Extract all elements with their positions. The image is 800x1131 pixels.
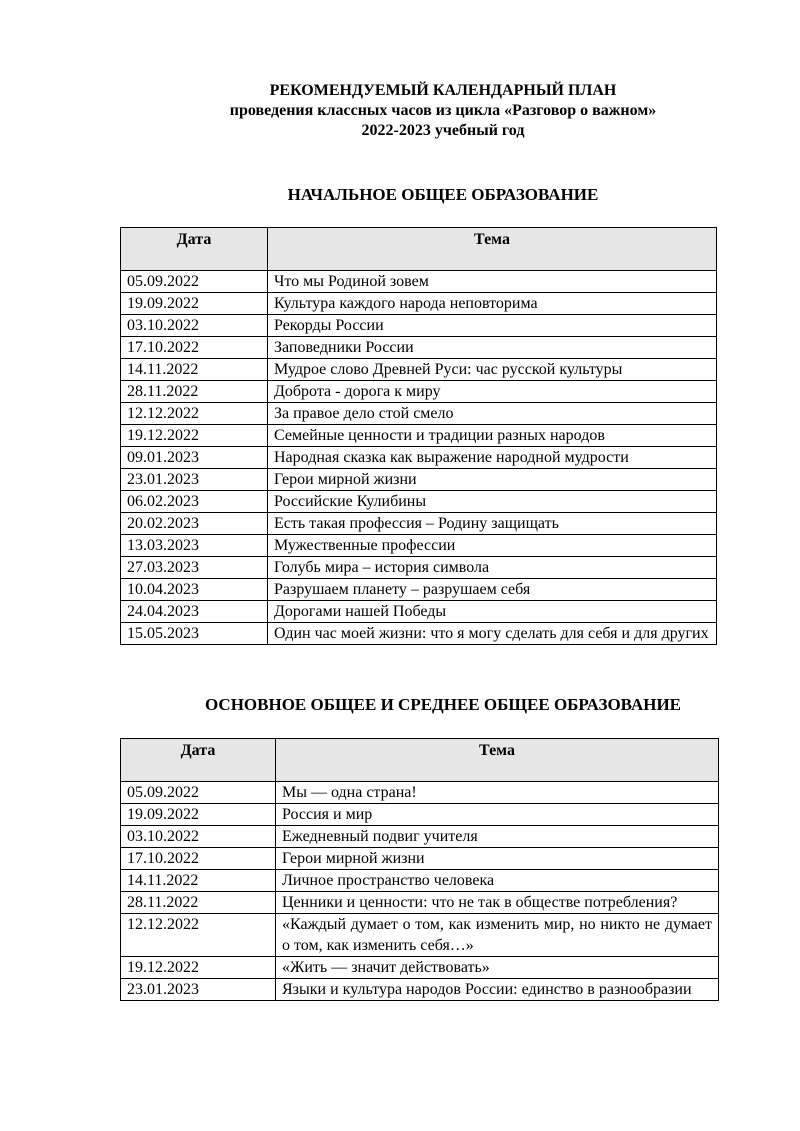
row-date: 13.03.2023 — [121, 535, 268, 557]
column-header-topic: Тема — [268, 228, 717, 271]
row-date: 06.02.2023 — [121, 491, 268, 513]
table-row — [121, 425, 717, 447]
schedule-table-primary — [120, 227, 717, 645]
row-topic: Личное пространство человека — [276, 870, 719, 892]
row-topic: «Каждый думает о том, как изменить мир, но никто не думает о том, как изменить себя…» — [276, 914, 719, 957]
section-title-primary: НАЧАЛЬНОЕ ОБЩЕЕ ОБРАЗОВАНИЕ — [287, 185, 599, 204]
row-date: 05.09.2022 — [121, 782, 276, 804]
row-topic: Заповедники России — [268, 337, 717, 359]
row-topic: Мы — одна страна! — [276, 782, 719, 804]
table-row — [121, 826, 719, 848]
row-date: 03.10.2022 — [121, 826, 276, 848]
row-date: 19.12.2022 — [121, 425, 268, 447]
row-topic: Мужественные профессии — [268, 535, 717, 557]
row-topic: Семейные ценности и традиции разных народов — [268, 425, 717, 447]
row-date: 03.10.2022 — [121, 315, 268, 337]
row-topic: «Жить — значит действовать» — [276, 957, 719, 979]
table-row — [121, 557, 717, 579]
row-topic: Российские Кулибины — [268, 491, 717, 513]
row-date: 27.03.2023 — [121, 557, 268, 579]
table-row — [121, 469, 717, 491]
section-title-secondary: ОСНОВНОЕ ОБЩЕЕ И СРЕДНЕЕ ОБЩЕЕ ОБРАЗОВАНИЕ — [204, 695, 682, 714]
table-row — [121, 337, 717, 359]
row-date: 14.11.2022 — [121, 359, 268, 381]
table-row — [121, 804, 719, 826]
row-date: 10.04.2023 — [121, 579, 268, 601]
row-date: 28.11.2022 — [121, 381, 268, 403]
document-subtitle: проведения классных часов из цикла «Разговор о важном» — [229, 102, 657, 119]
column-header-date: Дата — [121, 228, 268, 271]
row-topic: Народная сказка как выражение народной мудрости — [268, 447, 717, 469]
table-row — [121, 315, 717, 337]
row-topic: Рекорды России — [268, 315, 717, 337]
row-topic: Культура каждого народа неповторима — [268, 293, 717, 315]
table-row — [121, 979, 719, 1001]
row-date: 12.12.2022 — [121, 914, 276, 957]
row-date: 19.09.2022 — [121, 804, 276, 826]
row-topic: Россия и мир — [276, 804, 719, 826]
schedule-table-secondary — [120, 738, 719, 1001]
table-row — [121, 579, 717, 601]
row-topic: Дорогами нашей Победы — [268, 601, 717, 623]
row-date: 12.12.2022 — [121, 403, 268, 425]
table-row — [121, 870, 719, 892]
table-row — [121, 491, 717, 513]
column-header-topic: Тема — [276, 739, 719, 782]
row-topic: Голубь мира – история символа — [268, 557, 717, 579]
row-date: 19.12.2022 — [121, 957, 276, 979]
row-date: 24.04.2023 — [121, 601, 268, 623]
table-row — [121, 623, 717, 645]
row-topic: Герои мирной жизни — [276, 848, 719, 870]
table-header-row — [121, 739, 719, 782]
table-header-row — [121, 228, 717, 271]
row-date: 15.05.2023 — [121, 623, 268, 645]
row-topic: Один час моей жизни: что я могу сделать для себя и для других — [268, 623, 717, 645]
row-date: 14.11.2022 — [121, 870, 276, 892]
row-date: 05.09.2022 — [121, 271, 268, 293]
table-row — [121, 447, 717, 469]
academic-year: 2022-2023 учебный год — [361, 122, 525, 139]
table-row — [121, 892, 719, 914]
table-row — [121, 535, 717, 557]
row-date: 28.11.2022 — [121, 892, 276, 914]
table-row — [121, 957, 719, 979]
row-date: 20.02.2023 — [121, 513, 268, 535]
row-topic: Разрушаем планету – разрушаем себя — [268, 579, 717, 601]
row-topic: Есть такая профессия – Родину защищать — [268, 513, 717, 535]
table-row — [121, 914, 719, 957]
row-topic: Доброта - дорога к миру — [268, 381, 717, 403]
row-date: 17.10.2022 — [121, 848, 276, 870]
row-date: 23.01.2023 — [121, 979, 276, 1001]
table-row — [121, 271, 717, 293]
row-topic: Что мы Родиной зовем — [268, 271, 717, 293]
row-topic: Ежедневный подвиг учителя — [276, 826, 719, 848]
table-row — [121, 403, 717, 425]
row-date: 23.01.2023 — [121, 469, 268, 491]
table-row — [121, 359, 717, 381]
row-topic: Герои мирной жизни — [268, 469, 717, 491]
table-row — [121, 293, 717, 315]
row-date: 09.01.2023 — [121, 447, 268, 469]
table-row — [121, 513, 717, 535]
row-topic: Языки и культура народов России: единство в разнообразии — [276, 979, 719, 1001]
row-date: 19.09.2022 — [121, 293, 268, 315]
document-title: РЕКОМЕНДУЕМЫЙ КАЛЕНДАРНЫЙ ПЛАН — [269, 82, 617, 99]
table-row — [121, 848, 719, 870]
table-row — [121, 601, 717, 623]
row-topic: Ценники и ценности: что не так в обществе потребления? — [276, 892, 719, 914]
row-topic: За правое дело стой смело — [268, 403, 717, 425]
column-header-date: Дата — [121, 739, 276, 782]
row-topic: Мудрое слово Древней Руси: час русской культуры — [268, 359, 717, 381]
table-row — [121, 782, 719, 804]
row-date: 17.10.2022 — [121, 337, 268, 359]
table-row — [121, 381, 717, 403]
